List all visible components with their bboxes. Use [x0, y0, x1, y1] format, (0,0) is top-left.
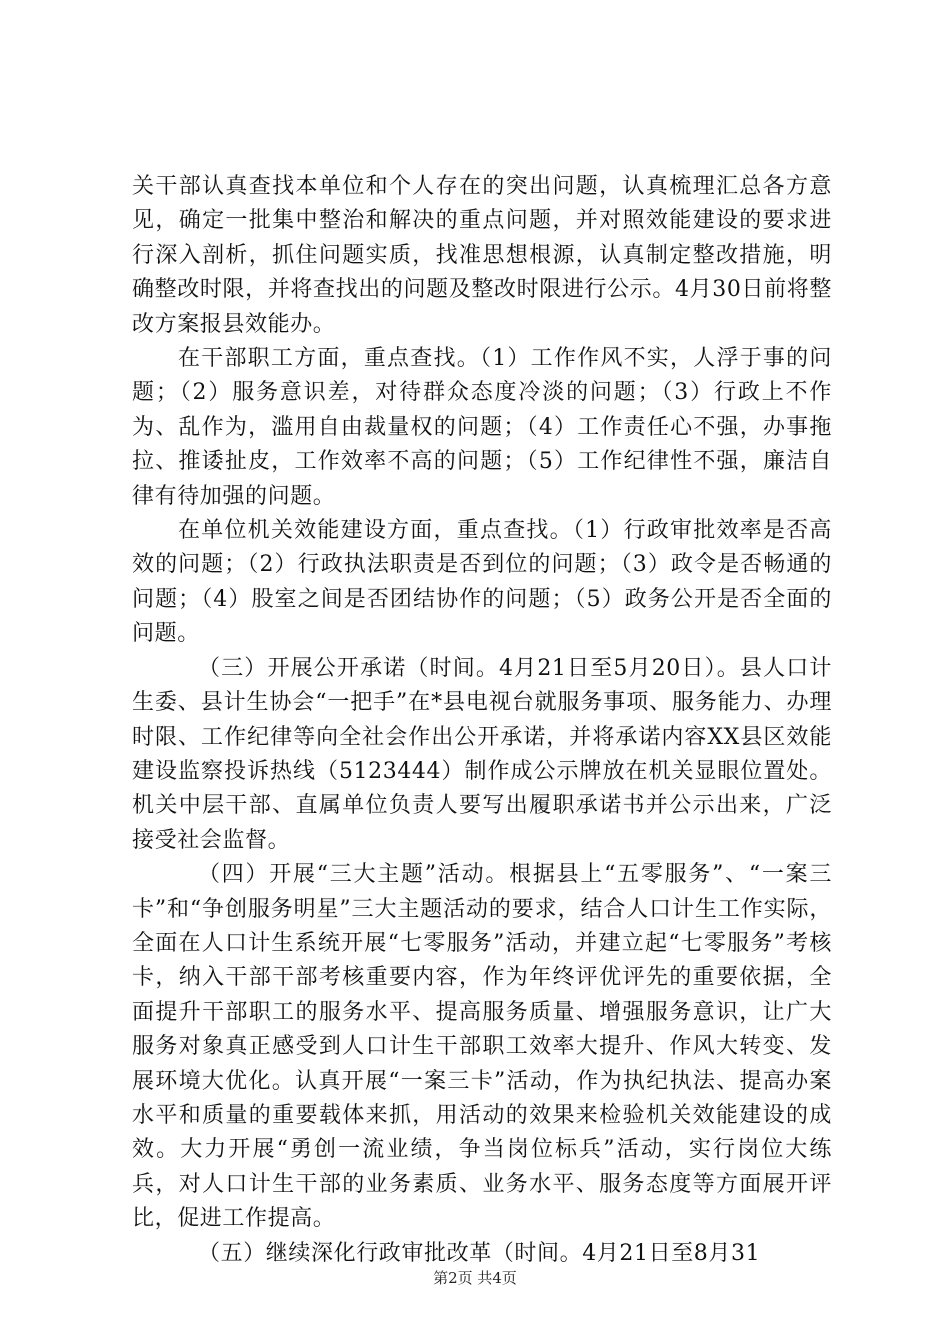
document-body: [132, 170, 832, 1271]
paragraph-approval-reform: （五）继续深化行政审批改革（时间。4月21日至8月31: [198, 1240, 761, 1266]
paragraph-staff-issues: 在干部职工方面，重点查找。（1）工作作风不实，人浮于事的问题；（2）服务意识差，对待群众态度冷淡的问题；（3）行政上不作为、乱作为，滥用自由裁量权的问题；（4）工作责任心不强，办事拖拉、推诿扯皮，工作效率不高的问题；（5）工作纪律性不强，廉洁自律有待加强的问题。: [132, 346, 832, 509]
paragraph-continuation: 关干部认真查找本单位和个人存在的突出问题，认真梳理汇总各方意见，确定一批集中整治和解决的重点问题，并对照效能建设的要求进行深入剖析，抓住问题实质，找准思想根源，认真制定整改措施，明确整改时限，并将查找出的问题及整改时限进行公示。4月30日前将整改方案报县效能办。: [132, 174, 832, 337]
paragraph-public-commitment: （三）开展公开承诺（时间。4月21日至5月20日）。县人口计生委、县计生协会“一把手”在*县电视台就服务事项、服务能力、办理时限、工作纪律等向全社会作出公开承诺，并将承诺内容XX县区效能建设监察投诉热线（5123444）制作成公示牌放在机关显眼位置处。机关中层干部、直属单位负责人要写出履职承诺书并公示出来，广泛接受社会监督。: [132, 655, 832, 853]
paragraph-agency-issues: 在单位机关效能建设方面，重点查找。（1）行政审批效率是否高效的问题；（2）行政执法职责是否到位的问题；（3）政令是否畅通的问题；（4）股室之间是否团结协作的问题；（5）政务公开是否全面的问题。: [132, 518, 832, 647]
page-footer: 第2页 共4页: [433, 1269, 517, 1287]
paragraph-three-themes: （四）开展“三大主题”活动。根据县上“五零服务”、“一案三卡”和“争创服务明星”三大主题活动的要求，结合人口计生工作实际，全面在人口计生系统开展“七零服务”活动，并建立起“七零服务”考核卡，纳入干部干部考核重要内容，作为年终评优评先的重要依据，全面提升干部职工的服务水平、提高服务质量、增强服务意识，让广大服务对象真正感受到人口计生干部职工效率大提升、作风大转变、发展环境大优化。认真开展“一案三卡”活动，作为执纪执法、提高办案水平和质量的重要载体来抓，用活动的效果来检验机关效能建设的成效。大力开展“勇创一流业绩，争当岗位标兵”活动，实行岗位大练兵，对人口计生干部的业务素质、业务水平、服务态度等方面展开评比，促进工作提高。: [132, 862, 832, 1232]
